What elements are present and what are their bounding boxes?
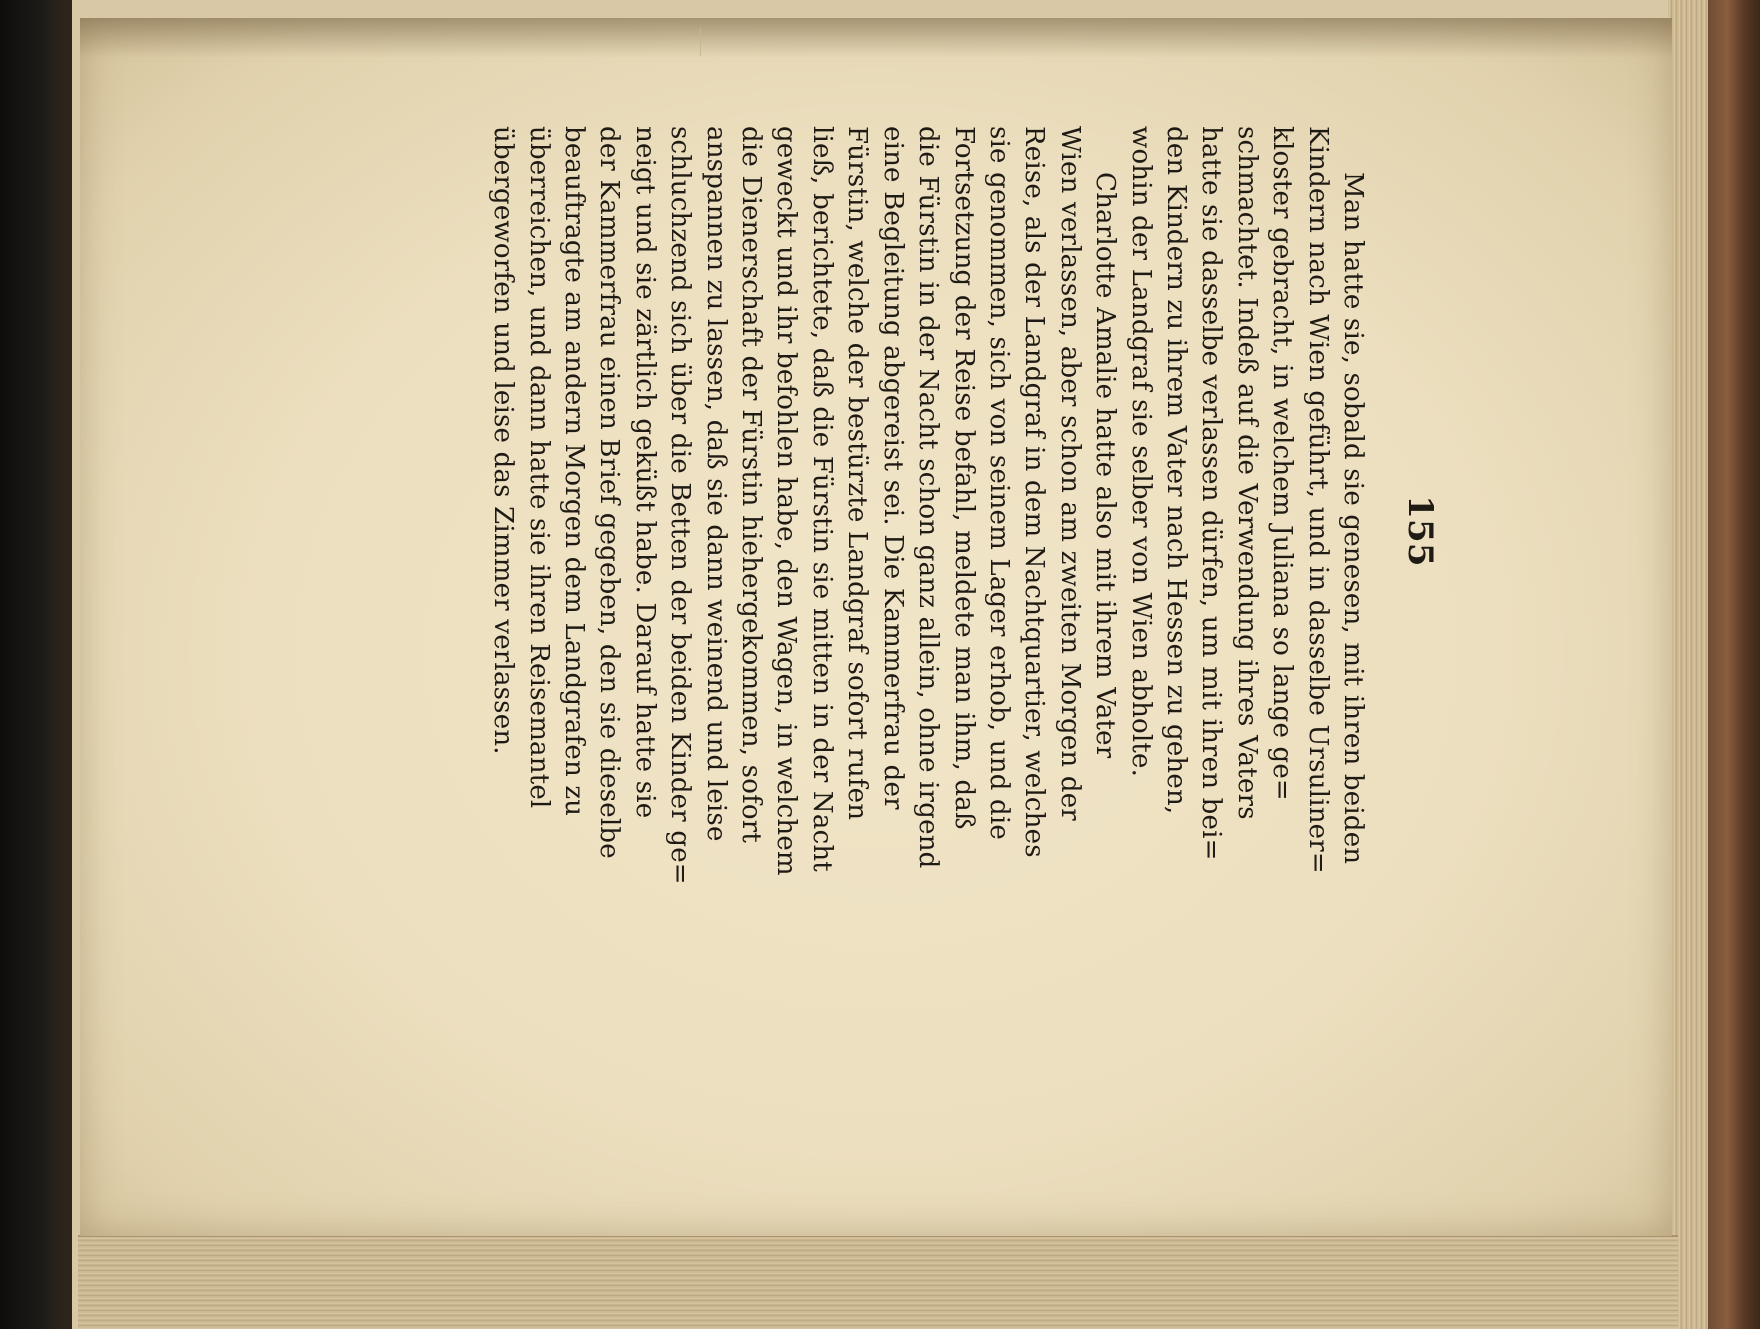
text-line: kloster gebracht, in welchem Juliana so lange ge= <box>1267 126 1298 801</box>
background-dark-surface <box>0 0 60 1329</box>
text-line: Fortsetzung der Reise befahl, meldete man ihm, daß <box>948 126 979 830</box>
text-line: Reise, als der Landgraf in dem Nachtquartier, welches <box>1019 126 1050 858</box>
text-line: schluchzend sich über die Betten der beiden Kinder ge= <box>665 126 696 885</box>
page-stack-edge-right <box>1668 0 1708 1329</box>
text-line: eine Begleitung abgereist sei. Die Kammerfrau der <box>877 126 908 810</box>
page-crease <box>700 28 701 56</box>
text-line: schmachtet. Indeß auf die Verwendung ihres Vaters <box>1231 126 1262 820</box>
paragraph <box>485 126 1122 936</box>
text-line: den Kindern zu ihrem Vater nach Hessen zu gehen, <box>1160 126 1191 815</box>
rotated-text-block <box>340 126 1440 936</box>
text-area <box>340 126 1440 936</box>
text-line: überreichen, und dann hatte sie ihren Reisemantel <box>523 126 554 809</box>
paragraph <box>1122 126 1370 936</box>
gutter-shadow <box>80 18 1672 58</box>
text-line: Man hatte sie, sobald sie genesen, mit ihren beiden <box>1338 172 1368 865</box>
body-text <box>485 126 1370 936</box>
text-line: übergeworfen und leise das Zimmer verlassen. <box>488 126 519 755</box>
text-line: Kindern nach Wien geführt, und in dasselbe Ursuliner= <box>1302 126 1333 874</box>
text-line: hatte sie dasselbe verlassen dürfen, um mit ihren bei= <box>1196 126 1227 861</box>
page-stack-edge-bottom <box>78 1235 1678 1329</box>
book-cover-edge <box>1705 0 1760 1329</box>
text-line: wohin der Landgraf sie selber von Wien abholte. <box>1125 126 1156 778</box>
text-line: die Dienerschaft der Fürstin hiehergekommen, sofort <box>736 126 767 844</box>
text-line: geweckt und ihr befohlen habe, den Wagen, in welchem <box>771 126 802 876</box>
text-line: beauftragte am andern Morgen dem Landgrafen zu <box>559 126 590 817</box>
page-number: 155 <box>1400 495 1440 567</box>
text-line: die Fürstin in der Nacht schon ganz allein, ohne irgend <box>913 126 944 869</box>
text-line: anspannen zu lassen, daß sie dann weinend und leise <box>700 126 731 842</box>
text-line: sie genommen, sich von seinem Lager erhob, und die <box>983 126 1014 841</box>
text-line: Charlotte Amalie hatte also mit ihrem Vater <box>1090 172 1121 759</box>
text-line: Fürstin, welche der bestürzte Landgraf sofort rufen <box>842 126 873 821</box>
text-line: Wien verlassen, aber schon am zweiten Morgen der <box>1054 126 1085 821</box>
text-line: neigt und sie zärtlich geküßt habe. Darauf hatte sie <box>629 126 660 819</box>
text-line: der Kammerfrau einen Brief gegeben, den sie dieselbe <box>594 126 625 859</box>
text-line: ließ, berichtete, daß die Fürstin sie mitten in der Nacht <box>806 126 837 872</box>
